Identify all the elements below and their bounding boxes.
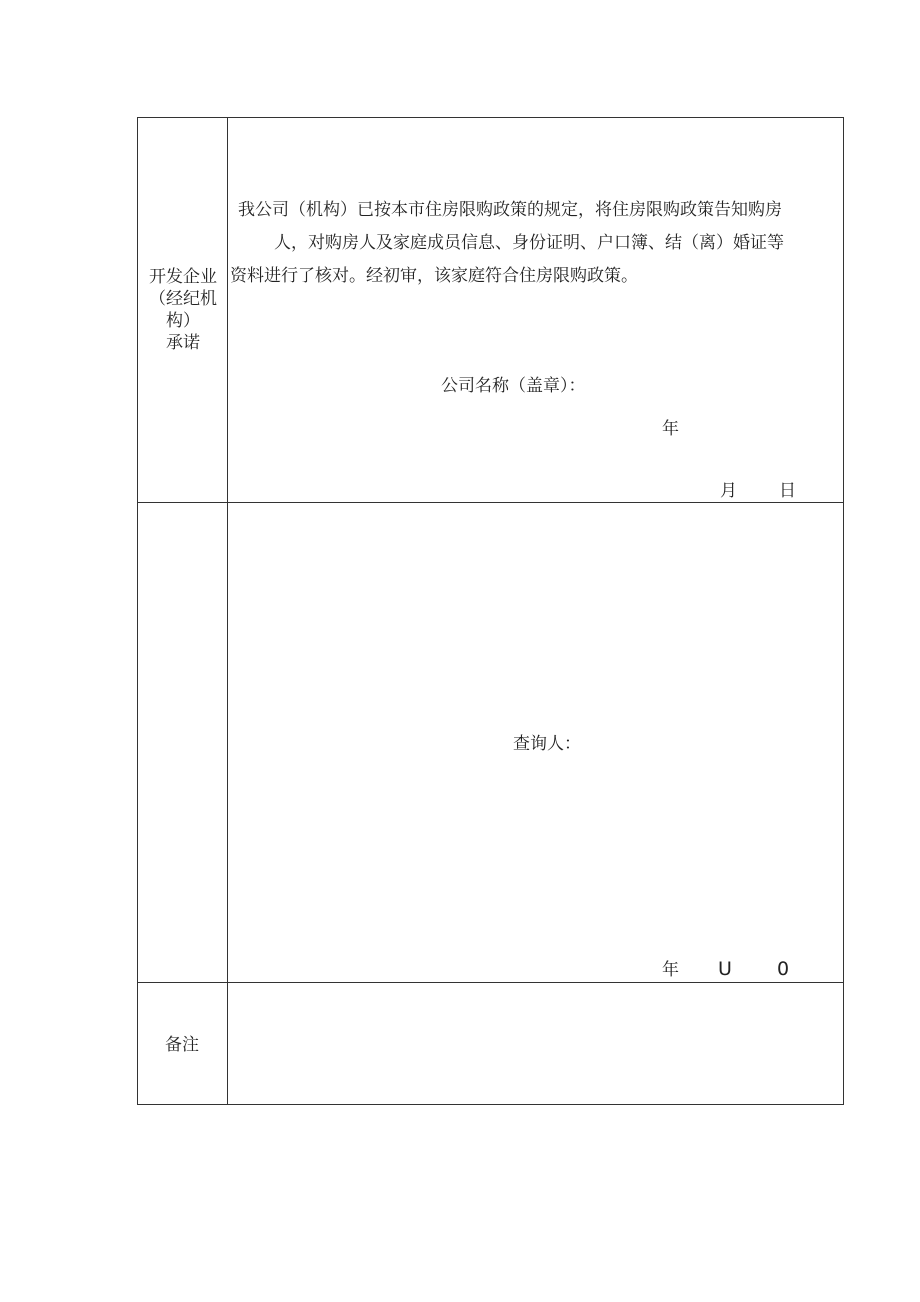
commitment-day-label: 日: [779, 481, 796, 501]
table-bottom-border: [137, 1104, 844, 1105]
commitment-label-line3: 构）: [166, 311, 200, 331]
inquiry-year-label: 年: [662, 960, 679, 980]
commitment-label-line4: 承诺: [166, 333, 200, 353]
commitment-year-label: 年: [662, 419, 679, 439]
inquirer-label: 查询人：: [513, 734, 581, 754]
commitment-text: [230, 194, 836, 293]
commitment-label-line2: （经纪机: [149, 289, 217, 309]
commitment-text-line2: 人，对购房人及家庭成员信息、身份证明、户口簿、结（离）婚证等: [274, 233, 784, 253]
table-top-border: [137, 117, 844, 118]
commitment-label: [139, 266, 227, 354]
commitment-text-line1: 我公司（机构）已按本市住房限购政策的规定，将住房限购政策告知购房: [238, 200, 782, 220]
remarks-label: 备注: [165, 1035, 199, 1055]
row-divider-2: [137, 982, 844, 983]
column-divider: [227, 117, 228, 1105]
inquiry-day-mark: 0: [777, 958, 790, 980]
commitment-text-line3: 资料进行了核对。经初审，该家庭符合住房限购政策。: [230, 266, 638, 286]
commitment-month-label: 月: [720, 481, 737, 501]
row-divider-1: [137, 502, 844, 503]
table-right-border: [843, 117, 844, 1105]
company-name-label: 公司名称（盖章）：: [441, 376, 586, 396]
inquiry-month-mark: U: [718, 958, 732, 980]
commitment-label-line1: 开发企业: [149, 267, 217, 287]
table-left-border: [137, 117, 138, 1105]
